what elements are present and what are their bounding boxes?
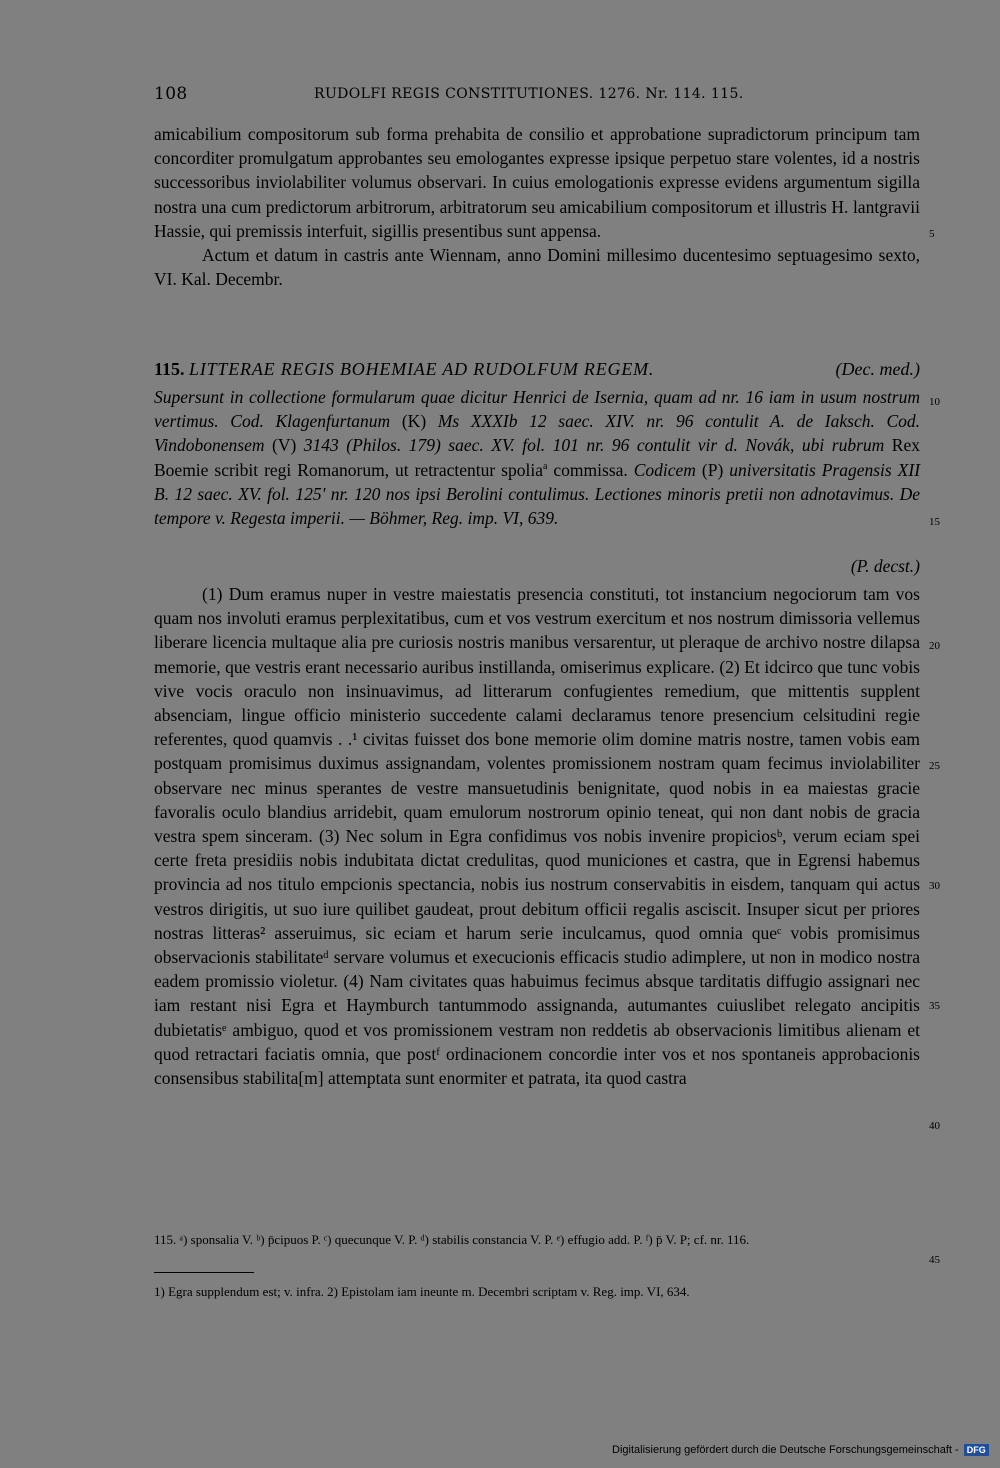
- line-number: 35: [929, 1000, 940, 1012]
- section-date: (Dec. med.): [835, 359, 920, 379]
- line-number: 5: [929, 228, 935, 240]
- footnotes: 1) Egra supplendum est; v. infra. 2) Epistolam iam ineunte m. Decembri scriptam v. Reg. imp. VI, 634.: [154, 1284, 690, 1299]
- rubric-text: Rex Boemie scribit regi Romanorum, ut retractentur spolia: [154, 435, 920, 480]
- intro-text: Supersunt in collectione formularum quae dicitur Henrici de Isernia, quam ad nr. 16 iam in usum nostrum vertimus. Cod. Klagenfurtanum: [154, 387, 920, 432]
- line-number: 10: [929, 396, 940, 408]
- siglum: (V): [272, 435, 297, 456]
- intro-text: universitatis Pragensis XII B. 12 saec. XV. fol. 125' nr. 120 nos ipsi Berolini contulimus. Lectiones minoris pretii non adnotavimus. De tempore v. Regesta imperii. — Böhmer, Reg. imp. VI, 639.: [154, 459, 921, 529]
- line-number: 15: [929, 516, 940, 528]
- variant-apparatus: 115. ᵃ) sponsalia V. ᵇ) p̄cipuos P. ᶜ) quecunque V. P. ᵈ) stabilis constancia V. P. ᵉ) effugio add. P. ᶠ) p̄ V. P; cf. nr. 116.: [154, 1232, 750, 1247]
- digitization-footer: [612, 1444, 989, 1456]
- line-number: 30: [929, 880, 940, 892]
- line-number: 40: [929, 1120, 940, 1132]
- running-title: RUDOLFI REGIS CONSTITUTIONES. 1276. Nr. 114. 115.: [314, 86, 744, 102]
- editorial-introduction: [154, 385, 920, 530]
- rubric-text: commissa.: [553, 459, 628, 480]
- running-head: [154, 84, 920, 108]
- section-number: 115.: [154, 359, 185, 379]
- preceding-document-text: [154, 122, 920, 291]
- dating-paragraph: Actum et datum in castris ante Wiennam, anno Domini millesimo ducentesimo septuagesimo sexto, VI. Kal. Decembr.: [154, 245, 920, 290]
- letter-text: (1) Dum eramus nuper in vestre maiestatis presencia constituti, tot instancium negociorum tam vos quam nos involuti eramus perplexitatibus, cum et vos vestrum exercitum et nos nostrum dimissoria vellemus liberare licencia multaque alia pre curiosis nostris manibus versarentur, ut pleraque de archivo nostre dilapsa memorie, que vestris erant necessario auribus instillanda, omiserimus explicare. (2) Et idcirco que tunc vobis vive vocis oraculo non insinuavimus, ad litterarum confugientes remedium, que mittentis supplent absenciam, lingue officio ministerio succedente calami declaramus tenore presencium celsitudini regie referentes, quod quamvis . .¹ civitas fuisset dos bone memorie olim domine matris nostre, tamen vobis eam postquam promisimus duximus assignandam, volentes promissionem nostram quam fecimus inviolabiliter observare nec minus sperantes de vestre mansuetudinis benignitate, quod nobis in ea maiestas gracie favoralis oculo blandius arridebit, quam emulorum nostrorum opinio teneat, qui non dant nobis de gracia vestra spem sinceram. (3) Nec solum in Egra confidimus vos nobis invenire propiciosᵇ, verum eciam spei certe freta presidiis nobis indubitata dictat credulitas, quod municiones et castra, que in Egrensi habemus provincia ad nos titulo empcionis spectancia, nobis ius nostrum conservabitis in eisdem, tanquam qui actus vestros dirigitis, ut suo iure quilibet gaudeat, prout debitum officii regalis asciscit. Insuper sicut per priores nostras litteras² asseruimus, sic eciam et harum serie inculcamus, quod omnia queᶜ vobis promisimus observacionis stabilitateᵈ servare volumus et execucionis efficacis studio adimplere, ut non in modico nostra eadem promissio violetur. (4) Nam civitates quas habuimus fecimus absque tarditatis diffugio assignari nec iam restant nisi Egra et Haymburch tantummodo assignanda, autumantes cuiuslibet relegato ancipitis dubietatisᵉ ambiguo, quod et vos promissionem vestram non reddetis ab observacionis limitibus alienam et quod retractari faciatis omnia, que postᶠ ordinacionem concordie inter vos et nos spontaneis approbacionis consensibus stabilita[m] attemptata sunt enormiter et patrata, ita quod castra: [154, 584, 920, 1089]
- section-title: LITTERAE REGIS BOHEMIAE AD RUDOLFUM REGEM.: [189, 359, 655, 379]
- intro-text: Ms XXXIb 12 saec. XIV. nr. 96 contulit A. de Iaksch. Cod. Vindobonensem: [154, 411, 921, 456]
- footnote-rule: [154, 1272, 254, 1273]
- section-heading: [154, 357, 920, 381]
- intro-text: 3143 (Philos. 179) saec. XV. fol. 101 nr. 96 contulit vir d. Novák, ubi rubrum: [303, 435, 885, 456]
- line-number: 20: [929, 640, 940, 652]
- line-number: 45: [929, 1254, 940, 1266]
- intro-text: Codicem: [633, 459, 696, 480]
- editor-signature: (P. decst.): [850, 556, 920, 576]
- siglum: (P): [701, 459, 724, 480]
- note-marker: a: [543, 460, 548, 472]
- footer-text: Digitalisierung gefördert durch die Deutsche Forschungsgemeinschaft -: [612, 1444, 959, 1456]
- paragraph: amicabilium compositorum sub forma prehabita de consilio et approbatione supradictorum principum tam concorditer promulgatum approbantes seu emologantes expresse ipsique perpetuo stare volentes, id a nostris successoribus inviolabiliter volumus observari. In cuius emologationis expresse evidens argumentum sigilla nostra una cum predictorum arbitrorum, arbitratorum seu amicabilium compositorum et illustris H. lantgravii Hassie, qui premissis interfuit, sigillis presentibus sunt appensa.: [154, 124, 920, 241]
- page-number: 108: [154, 84, 188, 104]
- line-number: 25: [929, 760, 940, 772]
- siglum: (K): [401, 411, 427, 432]
- dfg-logo: DFG: [964, 1444, 989, 1456]
